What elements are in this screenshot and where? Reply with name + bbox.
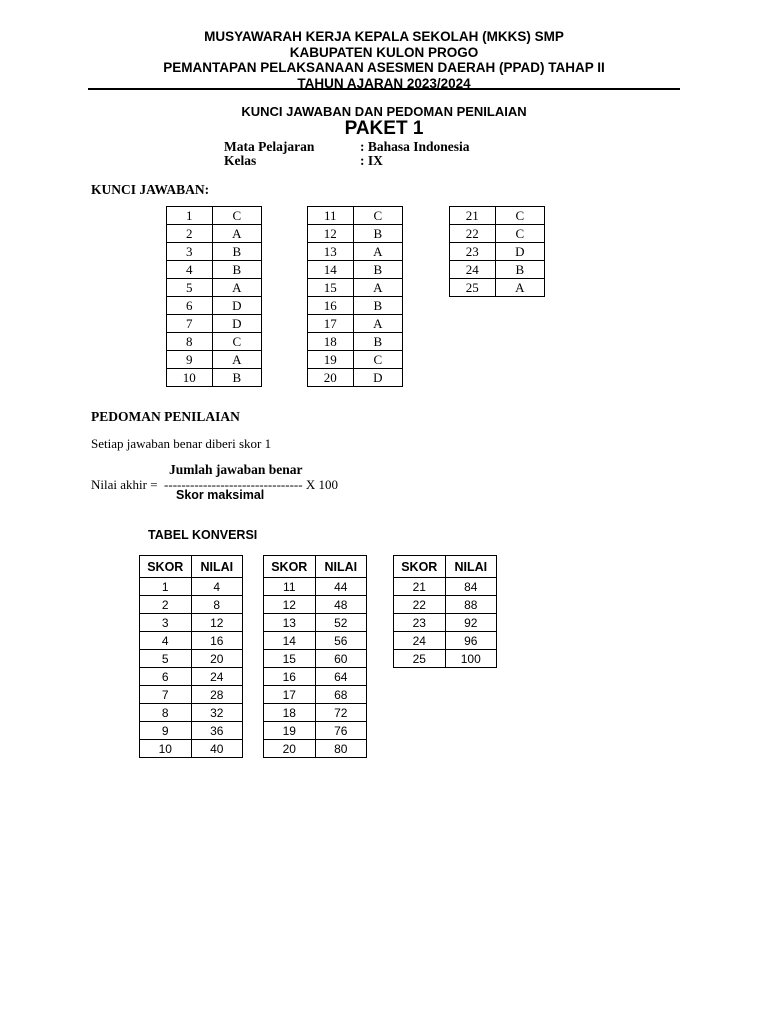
score-value: 12	[264, 596, 316, 614]
formula-numerator: Jumlah jawaban benar	[169, 462, 303, 477]
formula-line: Nilai akhir = -------------------------------- X 100	[91, 477, 338, 492]
answer-letter: A	[353, 279, 402, 297]
score-value: 25	[394, 650, 446, 668]
score-value: 1	[140, 578, 192, 596]
answer-row	[308, 297, 403, 315]
answer-letter: A	[353, 315, 402, 333]
conversion-header-skor: SKOR	[394, 556, 446, 578]
scoring-heading: PEDOMAN PENILAIAN	[91, 409, 240, 424]
answer-letter: D	[353, 369, 402, 387]
answer-letter: D	[212, 315, 261, 333]
conversion-row	[264, 632, 367, 650]
scoring-rule: Setiap jawaban benar diberi skor 1	[91, 436, 272, 451]
score-value: 8	[140, 704, 192, 722]
answer-letter: C	[212, 207, 261, 225]
conversion-row	[264, 614, 367, 632]
answer-row	[450, 225, 545, 243]
answer-letter: B	[353, 261, 402, 279]
conversion-header-nilai: NILAI	[315, 556, 366, 578]
header-divider	[88, 88, 680, 90]
conversion-row	[264, 650, 367, 668]
question-number: 10	[167, 369, 213, 387]
answer-letter: A	[495, 279, 544, 297]
conversion-row	[140, 686, 243, 704]
grade-value: 100	[445, 650, 496, 668]
answer-letter: B	[353, 333, 402, 351]
score-value: 21	[394, 578, 446, 596]
answer-letter: B	[212, 243, 261, 261]
conversion-table-3	[393, 555, 497, 668]
answer-key-table-3	[449, 206, 545, 297]
answer-letter: D	[212, 297, 261, 315]
question-number: 21	[450, 207, 496, 225]
answer-row	[308, 261, 403, 279]
class-label: Kelas	[224, 153, 257, 168]
header-line-2: KABUPATEN KULON PROGO	[289, 44, 479, 60]
conversion-row	[394, 650, 497, 668]
answer-letter: C	[212, 333, 261, 351]
formula-denominator: Skor maksimal	[176, 488, 265, 502]
conversion-row	[140, 578, 243, 596]
question-number: 18	[308, 333, 354, 351]
grade-value: 64	[315, 668, 366, 686]
question-number: 13	[308, 243, 354, 261]
score-value: 6	[140, 668, 192, 686]
score-value: 3	[140, 614, 192, 632]
grade-value: 44	[315, 578, 366, 596]
answer-row	[308, 243, 403, 261]
grade-value: 68	[315, 686, 366, 704]
grade-value: 12	[191, 614, 242, 632]
answer-letter: B	[212, 369, 261, 387]
answer-letter: D	[495, 243, 544, 261]
score-value: 18	[264, 704, 316, 722]
conversion-row	[394, 632, 497, 650]
question-number: 22	[450, 225, 496, 243]
question-number: 15	[308, 279, 354, 297]
conversion-row	[394, 578, 497, 596]
grade-value: 52	[315, 614, 366, 632]
conversion-header-skor: SKOR	[140, 556, 192, 578]
score-value: 4	[140, 632, 192, 650]
answer-row	[450, 261, 545, 279]
answer-row	[450, 279, 545, 297]
question-number: 24	[450, 261, 496, 279]
answer-letter: B	[212, 261, 261, 279]
question-number: 6	[167, 297, 213, 315]
score-value: 19	[264, 722, 316, 740]
answer-row	[167, 243, 262, 261]
question-number: 2	[167, 225, 213, 243]
answer-row	[308, 351, 403, 369]
score-value: 22	[394, 596, 446, 614]
grade-value: 56	[315, 632, 366, 650]
grade-value: 72	[315, 704, 366, 722]
question-number: 9	[167, 351, 213, 369]
conversion-row	[264, 596, 367, 614]
conversion-header-nilai: NILAI	[191, 556, 242, 578]
answer-row	[167, 261, 262, 279]
conversion-row	[140, 668, 243, 686]
question-number: 12	[308, 225, 354, 243]
grade-value: 8	[191, 596, 242, 614]
conversion-row	[264, 578, 367, 596]
answer-row	[308, 333, 403, 351]
header-line-3: PEMANTAPAN PELAKSANAAN ASESMEN DAERAH (PPAD) TAHAP II	[163, 60, 605, 75]
question-number: 7	[167, 315, 213, 333]
answer-row	[308, 315, 403, 333]
grade-value: 28	[191, 686, 242, 704]
answer-key-heading: KUNCI JAWABAN:	[91, 182, 210, 197]
answer-row	[167, 297, 262, 315]
score-value: 5	[140, 650, 192, 668]
answer-key-table-1	[166, 206, 262, 387]
grade-value: 4	[191, 578, 242, 596]
conversion-row	[264, 686, 367, 704]
conversion-row	[140, 722, 243, 740]
class-value: : IX	[360, 153, 383, 168]
answer-letter: A	[353, 243, 402, 261]
grade-value: 36	[191, 722, 242, 740]
subject-value: : Bahasa Indonesia	[360, 139, 470, 154]
grade-value: 20	[191, 650, 242, 668]
conversion-row	[394, 596, 497, 614]
answer-row	[167, 333, 262, 351]
question-number: 16	[308, 297, 354, 315]
question-number: 5	[167, 279, 213, 297]
grade-value: 32	[191, 704, 242, 722]
answer-row	[167, 351, 262, 369]
question-number: 19	[308, 351, 354, 369]
conversion-row	[264, 704, 367, 722]
package-title: PAKET 1	[344, 118, 424, 139]
grade-value: 60	[315, 650, 366, 668]
score-value: 9	[140, 722, 192, 740]
score-value: 23	[394, 614, 446, 632]
score-value: 14	[264, 632, 316, 650]
conversion-row	[140, 614, 243, 632]
answer-row	[167, 315, 262, 333]
conversion-row	[140, 632, 243, 650]
answer-row	[450, 243, 545, 261]
conversion-header-nilai: NILAI	[445, 556, 496, 578]
conversion-row	[140, 740, 243, 758]
grade-value: 48	[315, 596, 366, 614]
answer-letter: C	[353, 207, 402, 225]
conversion-heading: TABEL KONVERSI	[148, 528, 258, 542]
conversion-header-skor: SKOR	[264, 556, 316, 578]
document-header	[0, 29, 768, 91]
answer-row	[167, 225, 262, 243]
answer-row	[167, 207, 262, 225]
answer-letter: C	[353, 351, 402, 369]
question-number: 23	[450, 243, 496, 261]
answer-row	[308, 207, 403, 225]
grade-value: 76	[315, 722, 366, 740]
conversion-row	[394, 614, 497, 632]
answer-row	[450, 207, 545, 225]
subject-label: Mata Pelajaran	[224, 139, 315, 154]
conversion-table-1	[139, 555, 243, 758]
score-value: 10	[140, 740, 192, 758]
score-value: 24	[394, 632, 446, 650]
grade-value: 96	[445, 632, 496, 650]
conversion-row	[140, 596, 243, 614]
conversion-row	[264, 740, 367, 758]
answer-letter: A	[212, 351, 261, 369]
question-number: 8	[167, 333, 213, 351]
conversion-row	[264, 668, 367, 686]
question-number: 20	[308, 369, 354, 387]
score-value: 17	[264, 686, 316, 704]
answer-letter: B	[353, 225, 402, 243]
score-value: 13	[264, 614, 316, 632]
answer-row	[308, 369, 403, 387]
answer-letter: C	[495, 207, 544, 225]
answer-row	[308, 279, 403, 297]
answer-letter: A	[212, 279, 261, 297]
grade-value: 84	[445, 578, 496, 596]
grade-value: 80	[315, 740, 366, 758]
question-number: 17	[308, 315, 354, 333]
header-line-4: TAHUN AJARAN 2023/2024	[297, 75, 471, 91]
grade-value: 16	[191, 632, 242, 650]
answer-letter: A	[212, 225, 261, 243]
grade-value: 40	[191, 740, 242, 758]
conversion-row	[264, 722, 367, 740]
question-number: 1	[167, 207, 213, 225]
grade-value: 24	[191, 668, 242, 686]
score-value: 11	[264, 578, 316, 596]
grade-value: 88	[445, 596, 496, 614]
answer-row	[167, 279, 262, 297]
answer-letter: B	[353, 297, 402, 315]
conversion-row	[140, 650, 243, 668]
score-value: 16	[264, 668, 316, 686]
question-number: 25	[450, 279, 496, 297]
conversion-table-2	[263, 555, 367, 758]
score-value: 7	[140, 686, 192, 704]
score-value: 20	[264, 740, 316, 758]
question-number: 14	[308, 261, 354, 279]
conversion-row	[140, 704, 243, 722]
score-value: 2	[140, 596, 192, 614]
question-number: 4	[167, 261, 213, 279]
question-number: 3	[167, 243, 213, 261]
header-line-1: MUSYAWARAH KERJA KEPALA SEKOLAH (MKKS) SMP	[204, 29, 564, 44]
answer-key-table-2	[307, 206, 403, 387]
grade-value: 92	[445, 614, 496, 632]
document-title: KUNCI JAWABAN DAN PEDOMAN PENILAIAN	[241, 104, 527, 119]
answer-letter: C	[495, 225, 544, 243]
question-number: 11	[308, 207, 354, 225]
score-value: 15	[264, 650, 316, 668]
answer-row	[167, 369, 262, 387]
answer-row	[308, 225, 403, 243]
answer-letter: B	[495, 261, 544, 279]
